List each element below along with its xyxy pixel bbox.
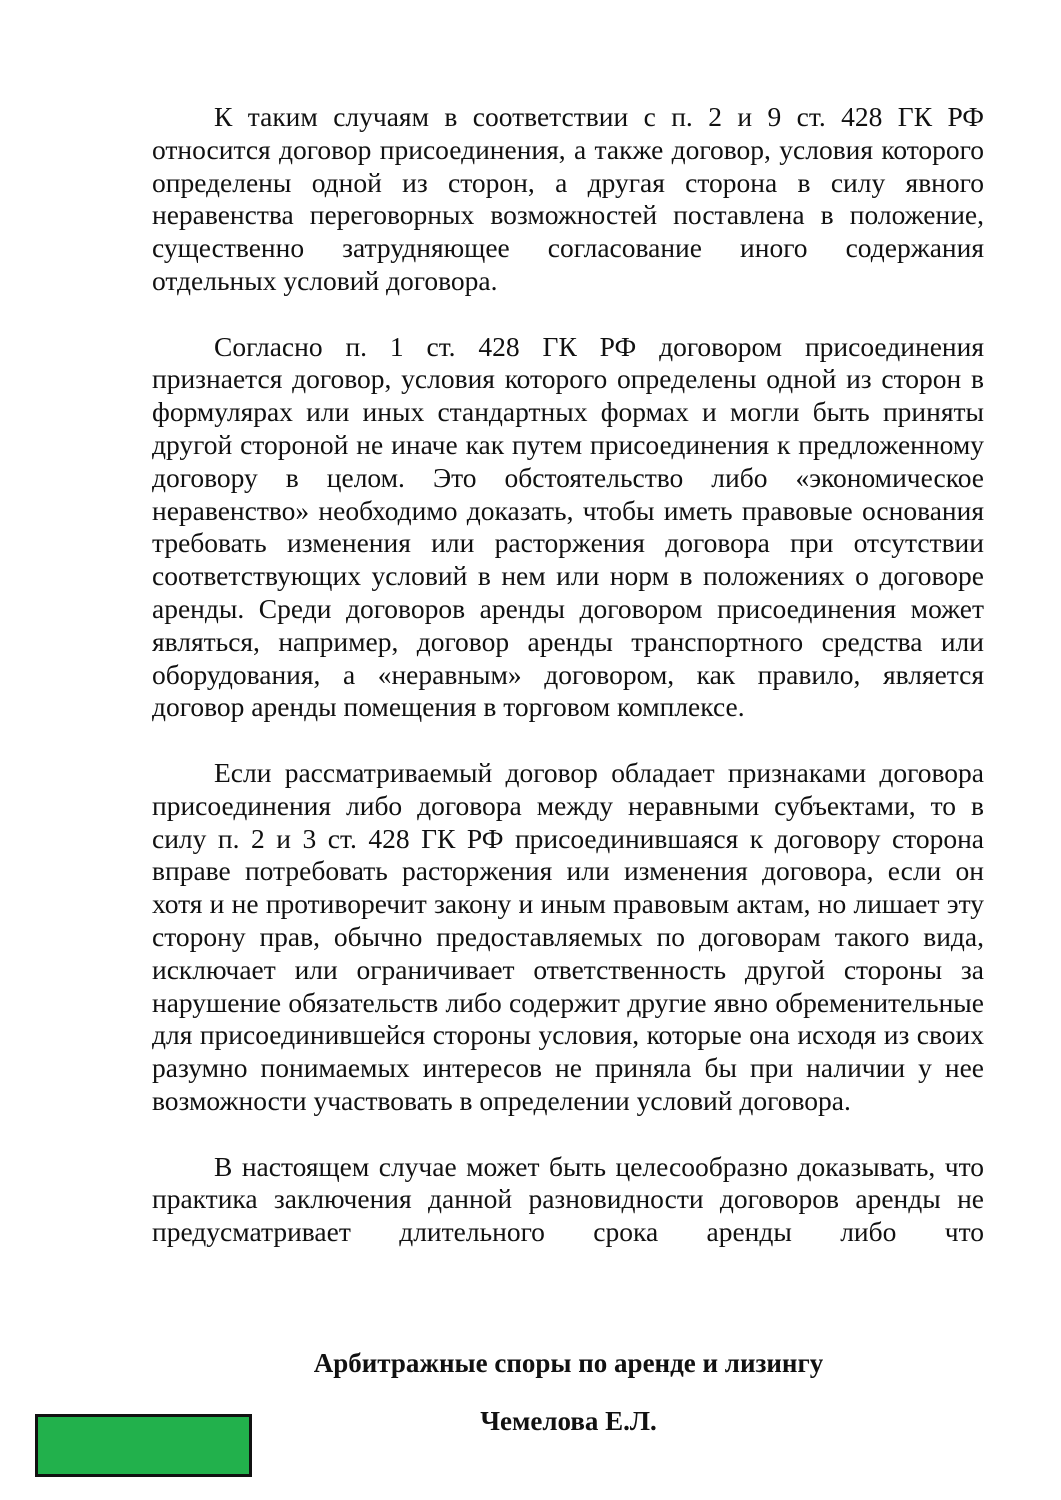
paragraph-4: В настоящем случае может быть целесообразно доказывать, что практика заключения данной разновидности договоров аренды не предусматривает длительного срока аренды либо что — [152, 1150, 984, 1248]
paragraph-1: К таким случаям в соответствии с п. 2 и 9 ст. 428 ГК РФ относится договор присоединения, а также договор, условия которого определены одной из сторон, а другая сторона в силу явного неравенства переговорных возможностей поставлена в положение, существенно затрудняющее согласование иного содержания отдельных условий договора. — [152, 101, 984, 296]
footer-author: Чемелова Е.Л. — [480, 1406, 657, 1436]
paragraph-3: Если рассматриваемый договор обладает признаками договора присоединения либо договора между неравными субъектами, то в силу п. 2 и 3 ст. 428 ГК РФ присоединившаяся к договору сторона вправе потребовать расторжения или изменения договора, если он хотя и не противоречит закону и иным правовым актам, но лишает эту сторону прав, обычно предоставляемых по договорам такого вида, исключает или ограничивает ответственность другой стороны за нарушение обязательств либо содержит другие явно обременительные для присоединившейся стороны условия, которые она исходя из своих разумно понимаемых интересов не приняла бы при наличии у нее возможности участвовать в определении условий договора. — [152, 756, 984, 1116]
green-box-decoration — [35, 1414, 252, 1477]
footer-title: Арбитражные споры по аренде и лизингу — [313, 1348, 824, 1378]
paragraph-2: Согласно п. 1 ст. 428 ГК РФ договором присоединения признается договор, условия которого определены одной из сторон в формулярах или иных стандартных формах и могли быть приняты другой стороной не иначе как путем присоединения к предложенному договору в целом. Это обстоятельство либо «экономическое неравенство» необходимо доказать, чтобы иметь правовые основания требовать изменения или расторжения договора при отсутствии соответствующих условий в нем или норм в положениях о договоре аренды. Среди договоров аренды договором присоединения может являться, например, договор аренды транспортного средства или оборудования, а «неравным» договором, как правило, является договор аренды помещения в торговом комплексе. — [152, 330, 984, 723]
document-body — [152, 101, 984, 1249]
